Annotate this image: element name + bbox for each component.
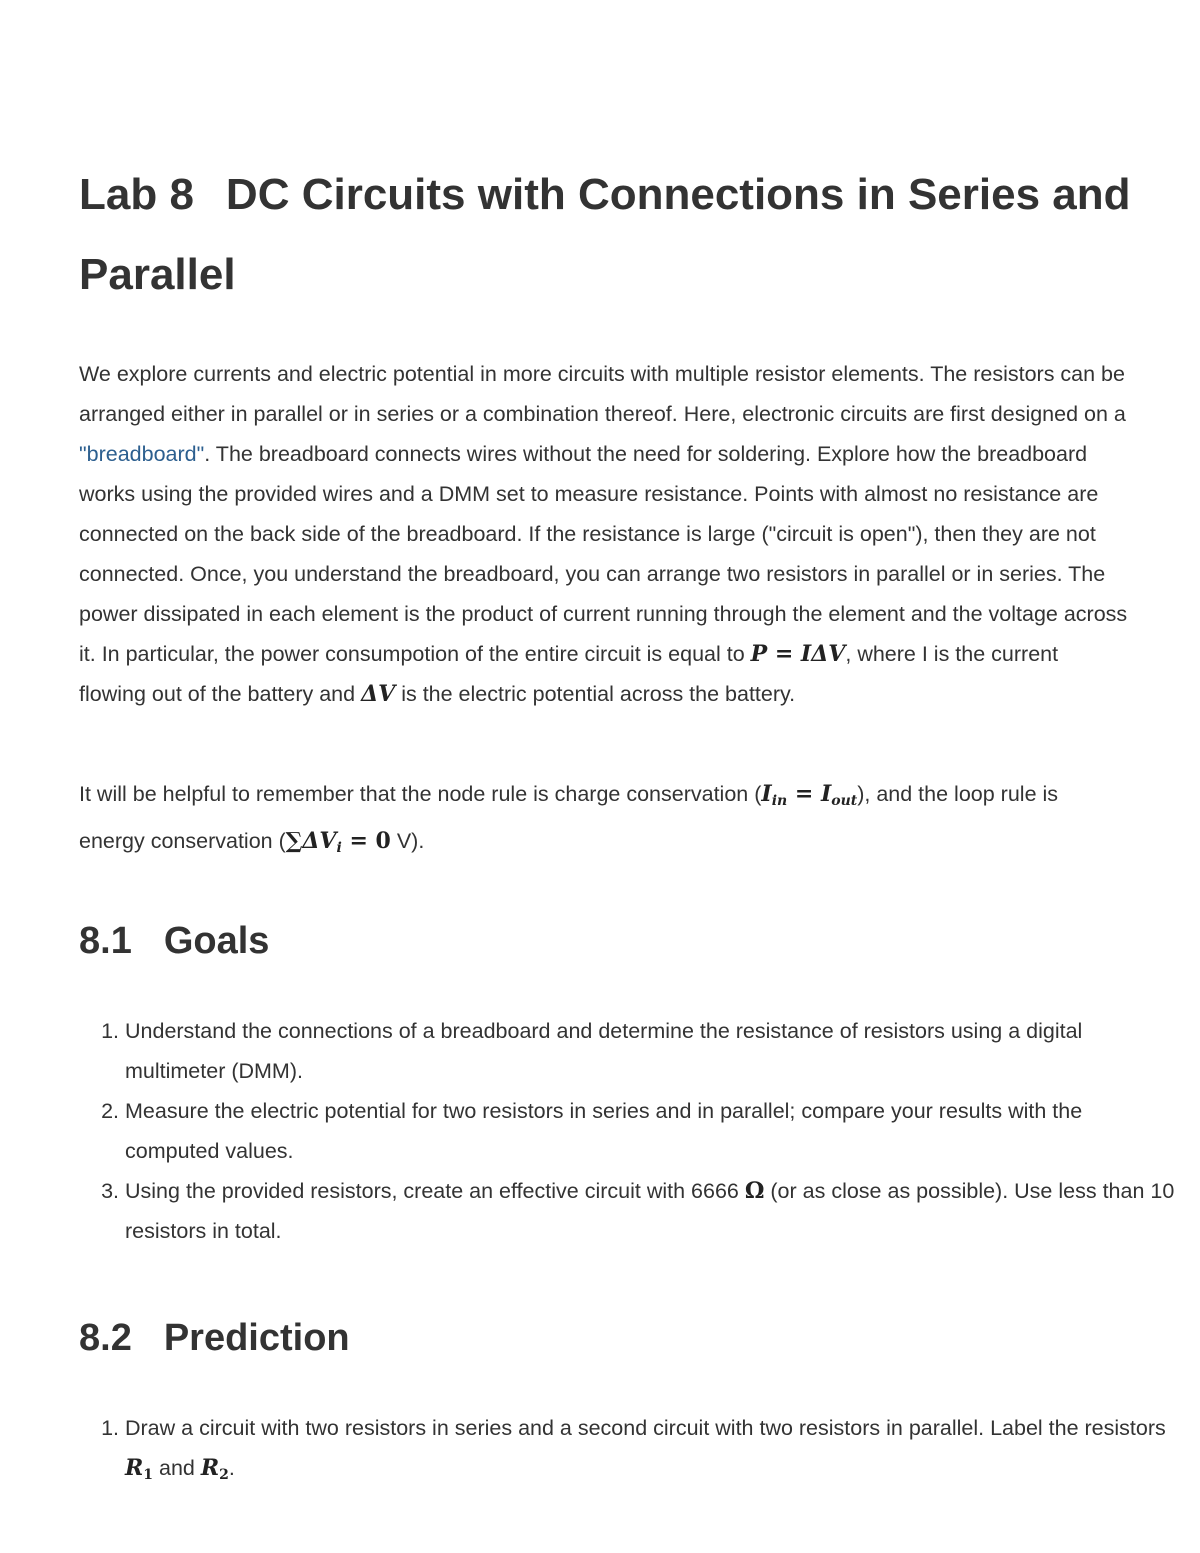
node-rule-equation [761, 781, 858, 809]
intro-paragraph [79, 354, 1129, 714]
r2-subscript: 2 [219, 1467, 229, 1483]
goal-3-text-a: Using the provided resistors, create an effective circuit with 6666 [125, 1179, 745, 1203]
intro-text-3: , where I is the current flowing out of the battery and [79, 642, 1059, 706]
sum-symbol: ∑ [285, 828, 303, 854]
loop-rule-equation [285, 828, 391, 856]
rules-paragraph [79, 774, 1129, 868]
lab-title-text: DC Circuits with Connections in Series and Parallel [79, 170, 1131, 299]
equals-sign: = [787, 781, 821, 807]
prediction-list [79, 1408, 1175, 1495]
prediction-heading-text: Prediction [163, 1317, 350, 1359]
goals-section-number: 8.1 [79, 920, 132, 962]
r1-subscript: 1 [143, 1467, 154, 1483]
current-symbol: I [761, 781, 772, 807]
delta-v-symbol: ΔV [361, 681, 396, 707]
rules-text-1: It will be helpful to remember that the node rule is charge conservation ( [79, 782, 762, 806]
rules-text-2: ), and the loop rule is energy conservation ( [79, 782, 1059, 853]
rules-text-3: V). [390, 829, 425, 853]
out-subscript: out [831, 793, 858, 809]
goals-list [79, 1011, 1175, 1251]
goal-3-text-b: (or as close as possible). Use less than 10 resistors in total. [125, 1179, 1175, 1243]
prediction-1-and: and [153, 1456, 201, 1480]
goal-2-text: Measure the electric potential for two resistors in series and in parallel; compare your results with the computed values. [125, 1099, 1083, 1163]
page-title [79, 155, 1139, 315]
intro-text-2: . The breadboard connects wires without the need for soldering. Explore how the breadboard works using the provided wires and a DMM set to measure resistance. Points with almost no resistance are connected on the back side of the breadboard. If the resistance is large ("circuit is open"), then they are not connected. Once, you understand the breadboard, you can arrange two resistors in parallel or in series. The power dissipated in each element is the product of current running through the element and the voltage across it. In particular, the power consumpotion of the entire circuit is equal to [79, 442, 1128, 666]
list-item [125, 1171, 1175, 1251]
lab-number: Lab 8 [79, 170, 194, 219]
in-subscript: in [771, 793, 788, 809]
goals-heading-text: Goals [163, 920, 270, 962]
list-item [125, 1091, 1175, 1171]
intro-text-4: is the electric potential across the battery. [395, 682, 796, 706]
ohm-symbol: Ω [744, 1178, 765, 1204]
goals-heading [79, 918, 269, 964]
delta-v-symbol: ΔV [302, 828, 337, 854]
prediction-heading [79, 1315, 350, 1361]
goal-1-text: Understand the connections of a breadboard and determine the resistance of resistors using a digital multimeter (DMM). [125, 1019, 1083, 1083]
list-item [125, 1408, 1175, 1495]
prediction-1-text: Draw a circuit with two resistors in series and a second circuit with two resistors in parallel. Label the resistors [125, 1416, 1166, 1440]
equals-zero: = 0 [341, 828, 391, 854]
prediction-1-end: . [228, 1456, 235, 1480]
r1-symbol: R [125, 1455, 144, 1481]
list-item [125, 1011, 1175, 1091]
r2-symbol: R [200, 1455, 220, 1481]
power-equation: P = IΔV [750, 641, 846, 667]
i-subscript: i [336, 840, 342, 856]
intro-text-1: We explore currents and electric potential in more circuits with multiple resistor elements. The resistors can be arranged either in parallel or in series or a combination thereof. Here, electronic circuits are first designed on a [79, 362, 1126, 426]
prediction-section-number: 8.2 [79, 1317, 132, 1359]
breadboard-link[interactable]: "breadboard" [79, 442, 205, 466]
current-symbol: I [820, 781, 832, 807]
